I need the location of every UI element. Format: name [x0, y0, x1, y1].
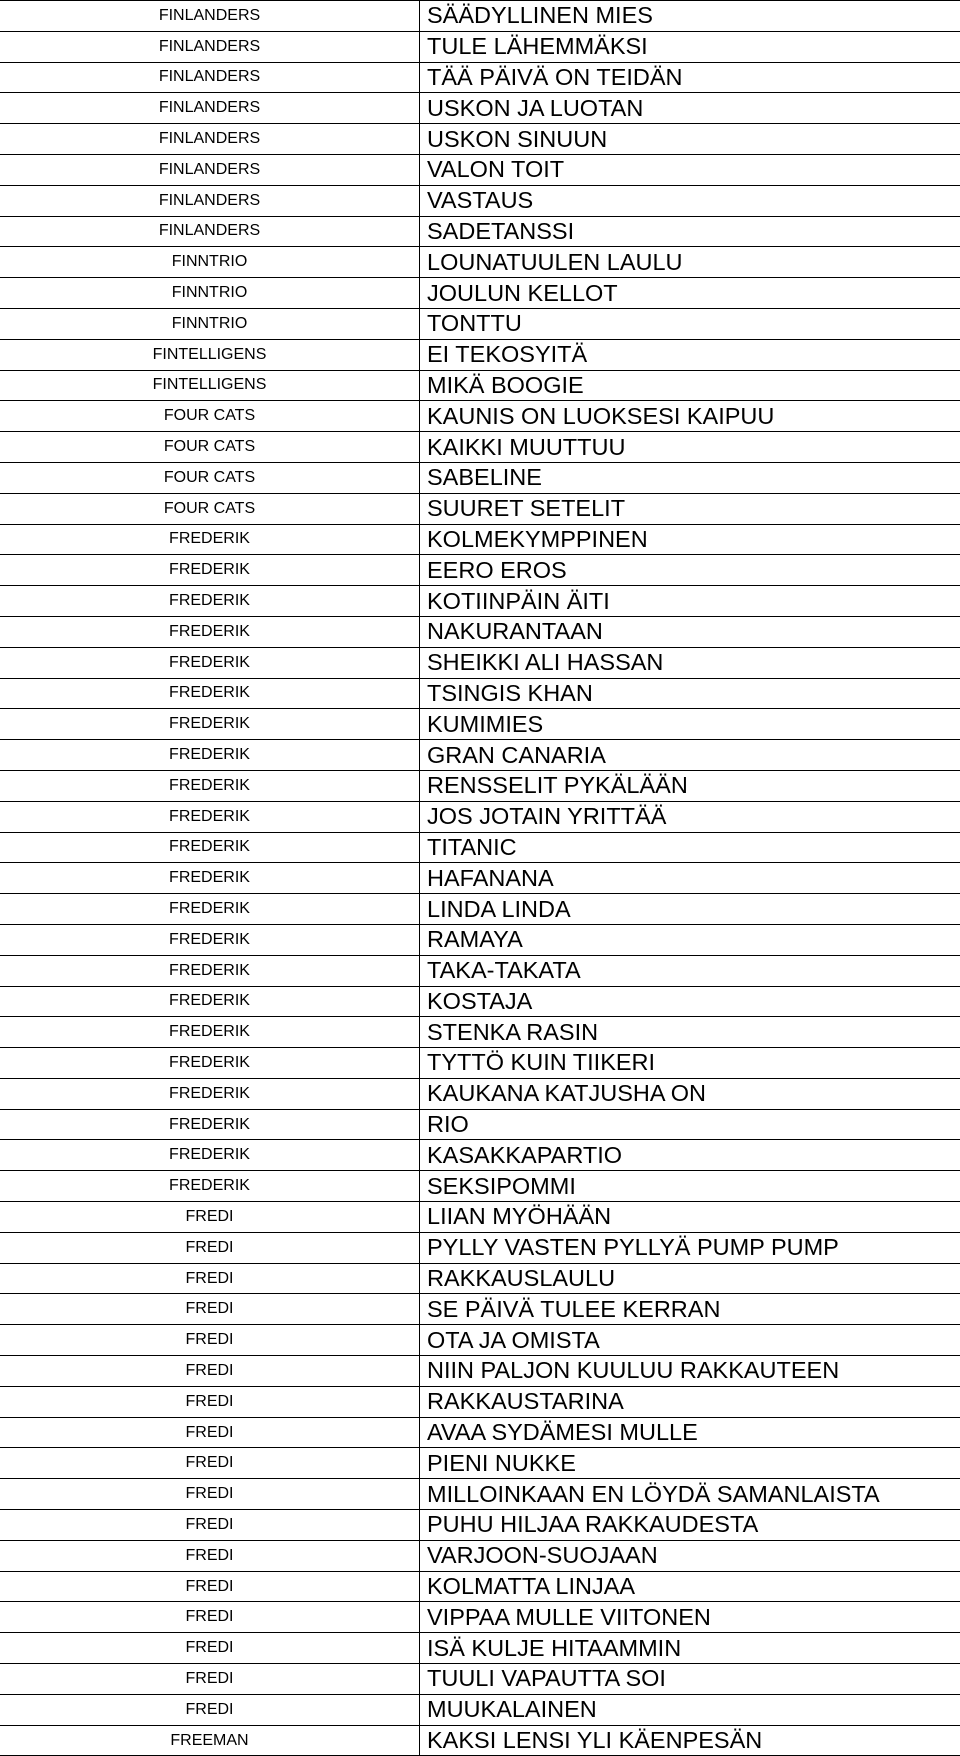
song-title-cell: PIENI NUKKE [420, 1448, 960, 1479]
song-title-cell: VARJOON-SUOJAAN [420, 1540, 960, 1571]
artist-cell: FREDERIK [0, 924, 420, 955]
song-title-cell: KOTIINPÄIN ÄITI [420, 586, 960, 617]
song-title-cell: KASAKKAPARTIO [420, 1140, 960, 1171]
artist-cell: FREDI [0, 1202, 420, 1233]
artist-cell: FOUR CATS [0, 493, 420, 524]
song-title-cell: SEKSIPOMMI [420, 1171, 960, 1202]
artist-cell: FREDERIK [0, 1140, 420, 1171]
artist-cell: FINLANDERS [0, 1, 420, 32]
artist-cell: FINNTRIO [0, 247, 420, 278]
song-title-cell: RAMAYA [420, 924, 960, 955]
song-title-cell: USKON SINUUN [420, 124, 960, 155]
artist-cell: FREDI [0, 1479, 420, 1510]
song-title-cell: KOLMATTA LINJAA [420, 1571, 960, 1602]
artist-cell: FREDI [0, 1448, 420, 1479]
table-row [0, 1171, 960, 1202]
song-title-cell: RENSSELIT PYKÄLÄÄN [420, 770, 960, 801]
table-row [0, 1, 960, 32]
artist-cell: FREDERIK [0, 1109, 420, 1140]
artist-cell: FINNTRIO [0, 308, 420, 339]
artist-cell: FREDERIK [0, 801, 420, 832]
table-row [0, 278, 960, 309]
artist-cell: FREDERIK [0, 832, 420, 863]
table-row [0, 524, 960, 555]
artist-cell: FOUR CATS [0, 462, 420, 493]
artist-cell: FOUR CATS [0, 401, 420, 432]
table-row [0, 1263, 960, 1294]
song-title-cell: SÄÄDYLLINEN MIES [420, 1, 960, 32]
table-row [0, 1510, 960, 1541]
table-row [0, 801, 960, 832]
table-row [0, 986, 960, 1017]
table-row [0, 863, 960, 894]
table-row [0, 1325, 960, 1356]
artist-cell: FREDI [0, 1694, 420, 1725]
song-title-cell: KOLMEKYMPPINEN [420, 524, 960, 555]
artist-cell: FREDI [0, 1232, 420, 1263]
artist-cell: FREDI [0, 1633, 420, 1664]
artist-cell: FREDERIK [0, 616, 420, 647]
table-row [0, 93, 960, 124]
artist-cell: FINLANDERS [0, 124, 420, 155]
artist-cell: FREDI [0, 1356, 420, 1387]
song-title-cell: EI TEKOSYITÄ [420, 339, 960, 370]
song-title-cell: NIIN PALJON KUULUU RAKKAUTEEN [420, 1356, 960, 1387]
song-title-cell: TONTTU [420, 308, 960, 339]
song-title-cell: EERO EROS [420, 555, 960, 586]
table-row [0, 1232, 960, 1263]
song-title-cell: RIO [420, 1109, 960, 1140]
artist-cell: FREDI [0, 1325, 420, 1356]
table-row [0, 124, 960, 155]
artist-cell: FREDERIK [0, 863, 420, 894]
table-row [0, 1294, 960, 1325]
artist-cell: FREDERIK [0, 740, 420, 771]
song-title-cell: MIKÄ BOOGIE [420, 370, 960, 401]
artist-cell: FINLANDERS [0, 216, 420, 247]
artist-cell: FREDERIK [0, 1017, 420, 1048]
table-row [0, 154, 960, 185]
artist-cell: FREDERIK [0, 678, 420, 709]
artist-cell: FREDI [0, 1571, 420, 1602]
song-title-cell: OTA JA OMISTA [420, 1325, 960, 1356]
table-row [0, 432, 960, 463]
table-row [0, 770, 960, 801]
song-title-cell: VIPPAA MULLE VIITONEN [420, 1602, 960, 1633]
table-row [0, 62, 960, 93]
table-row [0, 308, 960, 339]
artist-cell: FREDI [0, 1510, 420, 1541]
table-row [0, 709, 960, 740]
table-row [0, 1540, 960, 1571]
table-row [0, 1386, 960, 1417]
table-row [0, 216, 960, 247]
table-row [0, 955, 960, 986]
table-row [0, 1694, 960, 1725]
table-row [0, 586, 960, 617]
artist-cell: FREEMAN [0, 1725, 420, 1756]
song-title-cell: KAUKANA KATJUSHA ON [420, 1078, 960, 1109]
song-title-cell: KOSTAJA [420, 986, 960, 1017]
artist-cell: FREDERIK [0, 894, 420, 925]
artist-cell: FINLANDERS [0, 31, 420, 62]
table-row [0, 1479, 960, 1510]
table-row [0, 1633, 960, 1664]
song-title-cell: KAKSI LENSI YLI KÄENPESÄN [420, 1725, 960, 1756]
song-title-cell: USKON JA LUOTAN [420, 93, 960, 124]
table-row [0, 339, 960, 370]
artist-cell: FREDERIK [0, 986, 420, 1017]
artist-cell: FREDERIK [0, 524, 420, 555]
table-row [0, 1602, 960, 1633]
table-row [0, 247, 960, 278]
table-row [0, 894, 960, 925]
song-title-cell: ISÄ KULJE HITAAMMIN [420, 1633, 960, 1664]
song-title-cell: PYLLY VASTEN PYLLYÄ PUMP PUMP [420, 1232, 960, 1263]
song-title-cell: SHEIKKI ALI HASSAN [420, 647, 960, 678]
song-title-cell: SE PÄIVÄ TULEE KERRAN [420, 1294, 960, 1325]
artist-cell: FREDERIK [0, 709, 420, 740]
table-row [0, 1140, 960, 1171]
artist-cell: FREDI [0, 1664, 420, 1695]
table-row [0, 462, 960, 493]
song-title-cell: TITANIC [420, 832, 960, 863]
artist-cell: FREDERIK [0, 1078, 420, 1109]
song-title-cell: RAKKAUSLAULU [420, 1263, 960, 1294]
table-row [0, 1448, 960, 1479]
artist-cell: FREDERIK [0, 1048, 420, 1079]
table-row [0, 401, 960, 432]
artist-cell: FREDERIK [0, 770, 420, 801]
artist-cell: FINLANDERS [0, 185, 420, 216]
song-title-cell: VASTAUS [420, 185, 960, 216]
song-title-cell: STENKA RASIN [420, 1017, 960, 1048]
artist-cell: FREDI [0, 1417, 420, 1448]
table-row [0, 832, 960, 863]
table-row [0, 616, 960, 647]
artist-cell: FREDERIK [0, 955, 420, 986]
table-row [0, 185, 960, 216]
table-row [0, 493, 960, 524]
artist-cell: FREDERIK [0, 586, 420, 617]
table-row [0, 1202, 960, 1233]
table-row [0, 1356, 960, 1387]
table-row [0, 1017, 960, 1048]
song-title-cell: SABELINE [420, 462, 960, 493]
artist-cell: FINTELLIGENS [0, 339, 420, 370]
artist-cell: FOUR CATS [0, 432, 420, 463]
song-title-cell: KAUNIS ON LUOKSESI KAIPUU [420, 401, 960, 432]
table-row [0, 1109, 960, 1140]
table-row [0, 1078, 960, 1109]
song-title-cell: TSINGIS KHAN [420, 678, 960, 709]
song-title-cell: TAKA-TAKATA [420, 955, 960, 986]
song-list-body [0, 1, 960, 1756]
song-title-cell: TULE LÄHEMMÄKSI [420, 31, 960, 62]
song-title-cell: TYTTÖ KUIN TIIKERI [420, 1048, 960, 1079]
song-title-cell: NAKURANTAAN [420, 616, 960, 647]
artist-cell: FINLANDERS [0, 93, 420, 124]
song-title-cell: TÄÄ PÄIVÄ ON TEIDÄN [420, 62, 960, 93]
artist-cell: FINTELLIGENS [0, 370, 420, 401]
song-title-cell: KAIKKI MUUTTUU [420, 432, 960, 463]
song-title-cell: KUMIMIES [420, 709, 960, 740]
table-row [0, 678, 960, 709]
song-title-cell: SADETANSSI [420, 216, 960, 247]
song-title-cell: PUHU HILJAA RAKKAUDESTA [420, 1510, 960, 1541]
song-title-cell: AVAA SYDÄMESI MULLE [420, 1417, 960, 1448]
table-row [0, 31, 960, 62]
song-title-cell: LOUNATUULEN LAULU [420, 247, 960, 278]
song-title-cell: SUURET SETELIT [420, 493, 960, 524]
table-row [0, 1417, 960, 1448]
song-title-cell: GRAN CANARIA [420, 740, 960, 771]
artist-cell: FREDERIK [0, 555, 420, 586]
artist-cell: FINLANDERS [0, 62, 420, 93]
table-row [0, 1048, 960, 1079]
artist-cell: FREDI [0, 1263, 420, 1294]
table-row [0, 1571, 960, 1602]
song-title-cell: JOULUN KELLOT [420, 278, 960, 309]
artist-cell: FREDI [0, 1540, 420, 1571]
song-title-cell: MILLOINKAAN EN LÖYDÄ SAMANLAISTA [420, 1479, 960, 1510]
table-row [0, 555, 960, 586]
song-title-cell: LINDA LINDA [420, 894, 960, 925]
artist-cell: FREDI [0, 1602, 420, 1633]
table-row [0, 1725, 960, 1756]
table-row [0, 740, 960, 771]
song-title-cell: HAFANANA [420, 863, 960, 894]
table-row [0, 647, 960, 678]
song-title-cell: TUULI VAPAUTTA SOI [420, 1664, 960, 1695]
song-title-cell: RAKKAUSTARINA [420, 1386, 960, 1417]
song-title-cell: VALON TOIT [420, 154, 960, 185]
artist-cell: FREDI [0, 1294, 420, 1325]
table-row [0, 1664, 960, 1695]
artist-cell: FREDERIK [0, 647, 420, 678]
artist-cell: FREDERIK [0, 1171, 420, 1202]
artist-cell: FREDI [0, 1386, 420, 1417]
song-title-cell: JOS JOTAIN YRITTÄÄ [420, 801, 960, 832]
song-title-cell: MUUKALAINEN [420, 1694, 960, 1725]
song-title-cell: LIIAN MYÖHÄÄN [420, 1202, 960, 1233]
artist-cell: FINLANDERS [0, 154, 420, 185]
table-row [0, 924, 960, 955]
artist-cell: FINNTRIO [0, 278, 420, 309]
table-row [0, 370, 960, 401]
